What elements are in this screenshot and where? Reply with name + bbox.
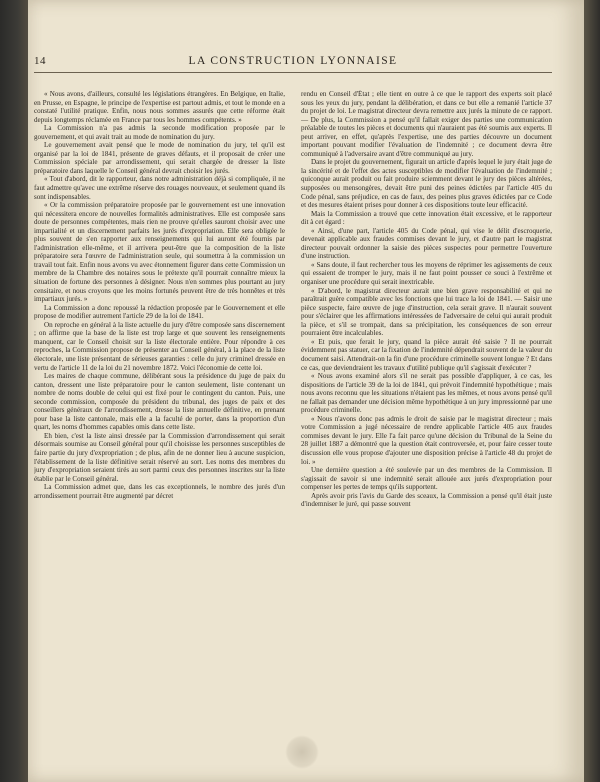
running-title: LA CONSTRUCTION LYONNAISE bbox=[188, 55, 398, 67]
paragraph: Eh bien, c'est la liste ainsi dressée par la Commission d'arrondissement qui serait désormais soumise au Conseil général pour qu'il choisisse les personnes susceptibles de faire partie du jury d'expropriation ; de plus, afin de ne donner lieu à aucune suspicion, l'établissement de la liste définitive serait réservé au sort. Les noms des membres du jury d'expropriation seraient tirés au sort parmi ceux des personnes inscrites sur la liste établie par le Conseil général. bbox=[34, 431, 285, 483]
scan-left-edge bbox=[0, 0, 28, 782]
paragraph: « Sans doute, il faut rechercher tous les moyens de réprimer les agissements de ceux qui essaient de tromper le jury, mais il ne faut point pousser ce souci à l'extrême et organiser une procédure qui serait inextricable. bbox=[301, 260, 552, 287]
paragraph: La Commission admet que, dans les cas exceptionnels, le nombre des jurés d'un arrondissement pourrait être augmenté par décret bbox=[34, 483, 285, 500]
paragraph: La Commission a donc repoussé la rédaction proposée par le Gouvernement et elle propose de modifier autrement l'article 29 de la loi de 1841. bbox=[34, 303, 285, 321]
paragraph: « Or la commission préparatoire proposée par le gouvernement est une innovation qui nécessitera encore de nouvelles formalités administratives. Elle est composée sans doute de personnes compétentes, mais rien ne prouve qu'elles sauront choisir avec une impartialité et un discernement parfaits les jurés d'expropriation. Elle sera obligée le plus souvent de s'en rapporter aux renseignements qui lui auront été fournis par l'administration elle-même, et il arrivera peut-être que la composition de la liste préparatoire sera l'œuvre de l'administration seule, qui soumettra à la commission un travail tout fait. Enfin nous avons vu avec étonnement figurer dans cette Commission un membre de la Chambre des notaires sous le prétexte qu'il pourrait connaître mieux la situation de fortune des personnes à désigner. Nous n'en sommes plus pourtant au jury censitaire, et nous croyons que les moins fortunés peuvent être de très honnêtes et très impartiaux jurés. » bbox=[34, 201, 285, 304]
paragraph: « Nous avons, d'ailleurs, consulté les législations étrangères. En Belgique, en Italie, en Prusse, en Espagne, le principe de l'expertise est partout admis, et tout le monde en a constaté l'utilité pratique. Enfin, nous nous sommes assurés que cette réforme était depuis longtemps réclamée en France par tous les hommes compétents. » bbox=[34, 90, 285, 124]
right-column bbox=[301, 90, 552, 730]
paragraph: « Tout d'abord, dit le rapporteur, dans notre administration déjà si compliquée, il ne faut admettre qu'avec une extrême réserve des rouages nouveaux, et seulement quand ils sont indispensables. bbox=[34, 175, 285, 201]
paragraph: On reproche en général à la liste actuelle du jury d'être composée sans discernement ; on affirme que la base de la liste est trop large et que souvent les renseignements manquent, car le Conseil choisit sur la liste électorale entière. Pour répondre à ces reproches, la Commission propose de présenter au Conseil général, à la place de la liste électorale, une liste présentant de sérieuses garanties : celle du jury criminel dressée en vertu de l'article 11 de la loi du 21 novembre 1872. Voici l'économie de cette loi. bbox=[34, 320, 285, 372]
library-stamp bbox=[285, 735, 319, 769]
paragraph: « Et puis, que ferait le jury, quand la pièce aurait été saisie ? Il ne pourrait évidemment pas statuer, car la fixation de l'indemnité dépendrait souvent de la valeur du document saisi. Attendrait-on la fin d'une procédure criminelle souvent longue ? Et dans ce cas, que deviendraient les travaux d'utilité publique qu'il s'agissait d'exécuter ? bbox=[301, 337, 552, 372]
paragraph: La Commission n'a pas admis la seconde modification proposée par le gouvernement, et qui avait trait au mode de nomination du jury. bbox=[34, 124, 285, 141]
paragraph: « Ainsi, d'une part, l'article 405 du Code pénal, qui vise le délit d'escroquerie, devenait applicable aux fraudes commises devant le jury, et d'autre part le magistrat directeur pouvait ordonner la saisie des pièces suspectes pour permettre l'ouverture d'une instruction. bbox=[301, 226, 552, 261]
paragraph: rendu en Conseil d'État ; elle tient en outre à ce que le rapport des experts soit placé sous les yeux du jury, pendant la délibération, et dans ce but elle a remanié l'article 37 du projet de loi. Le magistrat directeur devra remettre aux jurés la minute de ce rapport. — De plus, la Commission a pensé qu'il fallait exiger des parties une communication préalable de toutes les pièces et documents qui n'auraient pas été soumis aux experts. Il peut arriver, en effet, qu'après l'expertise, une des parties découvre un document important pouvant modifier l'évaluation de l'indemnité ; ce document devra être communiqué à l'adversaire avant d'être communiqué au jury. bbox=[301, 90, 552, 158]
paragraph: Une dernière question a été soulevée par un des membres de la Commission. Il s'agissait de savoir si une indemnité serait allouée aux jurés d'expropriation pour compenser les pertes de temps qu'ils supportent. bbox=[301, 466, 552, 492]
paragraph: Les maires de chaque commune, délibérant sous la présidence du juge de paix du canton, dressent une liste préparatoire pour le canton seulement, liste contenant un nombre de noms double de celui qui est fixé pour le contingent du canton. Puis, une seconde commission, composée du président du tribunal, des juges de paix et des conseillers généraux de l'arrondissement, dresse la liste annuelle définitive, en prenant pour base la liste cantonale, mais elle a la faculté de porter, dans la proportion d'un quart, les noms d'hommes capables omis dans cette liste. bbox=[34, 372, 285, 432]
page-header bbox=[34, 55, 552, 71]
paragraph: Dans le projet du gouvernement, figurait un article d'après lequel le jury était juge de la sincérité et de l'effet des actes susceptibles de modifier l'évaluation de l'indemnité ; quiconque aurait produit ou fait produire sciemment devant le jury des pièces altérées, supposées ou mensongères, devait être puni des peines édictées par l'article 405 du Code pénal, sans préjudice, en cas de faux, des peines plus graves édictées par ce Code et des mesures étaient prises pour donner à ces dispositions toute leur efficacité. bbox=[301, 158, 552, 210]
paragraph: Le gouvernement avait pensé que le mode de nomination du jury, tel qu'il est organisé par la loi de 1841, présente de graves défauts, et il proposait de créer une Commission spéciale par arrondissement, qui serait chargée de dresser la liste préparatoire dans laquelle le Conseil général devrait choisir les jurés. bbox=[34, 141, 285, 175]
paragraph: « Nous avons examiné alors s'il ne serait pas possible d'appliquer, à ce cas, les dispositions de l'article 39 de la loi de 1841, qui prévoit l'indemnité hypothétique ; mais nous avons reconnu que les situations n'étaient pas les mêmes, et nous avons pensé qu'il ne fallait pas demander une décision même hypothétique à un jury impressionné par une procédure criminelle. bbox=[301, 372, 552, 415]
paragraph: « D'abord, le magistrat directeur aurait une bien grave responsabilité et qui ne paraîtrait guère compatible avec les fonctions que lui trace la loi de 1841. — Saisir une pièce suspecte, faire œuvre de juge d'instruction, cela serait grave. Il n'aurait souvent pour s'éclairer que les affirmations intéressées de l'adversaire de celui qui aurait produit la pièce, et s'il se trompait, dans sa précipitation, les conséquences de son erreur pourraient être incalculables. bbox=[301, 286, 552, 338]
left-column bbox=[34, 90, 285, 730]
header-rule bbox=[34, 72, 552, 73]
paragraph: Mais la Commission a trouvé que cette innovation était excessive, et le rapporteur dit à cet égard : bbox=[301, 209, 552, 227]
paragraph: Après avoir pris l'avis du Garde des sceaux, la Commission a pensé qu'il était juste d'indemniser le juré, qui passe souvent bbox=[301, 491, 552, 509]
scan-right-edge bbox=[584, 0, 600, 782]
paragraph: « Nous n'avons donc pas admis le droit de saisie par le magistrat directeur ; mais votre Commission a jugé nécessaire de rendre applicable l'article 405 aux fraudes commises devant le jury. Elle l'a fait parce qu'une décision du Tribunal de la Seine du 28 juillet 1887 a démontré que la question était controversée, et, pour faire cesser toute discussion elle vous propose d'ajouter une disposition précise à l'article 48 du projet de loi. » bbox=[301, 414, 552, 466]
page-number: 14 bbox=[34, 55, 46, 67]
